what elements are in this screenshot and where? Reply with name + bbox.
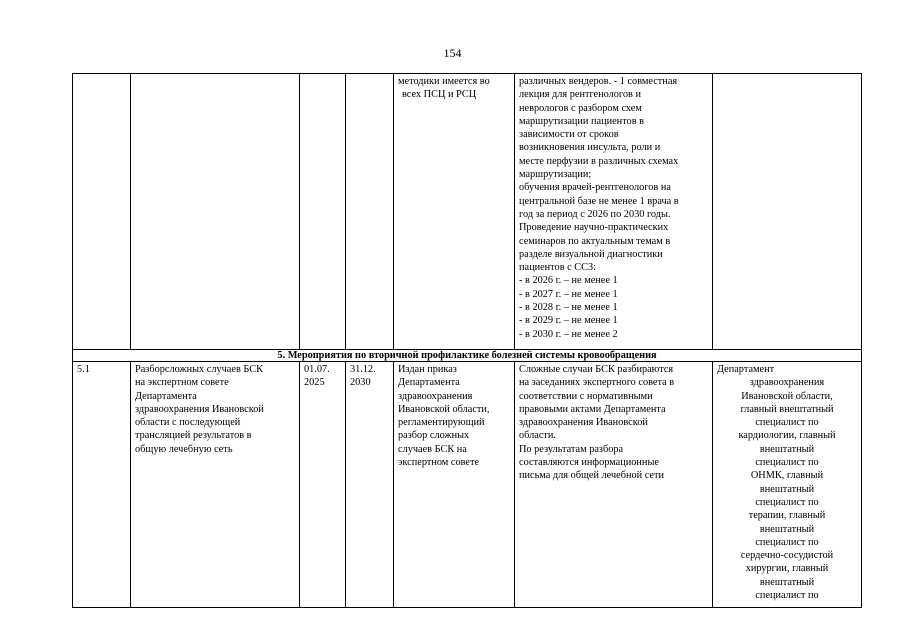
text-line: Проведение научно-практических <box>519 222 669 234</box>
text-line: на заседаниях экспертного совета в <box>519 377 675 389</box>
text-line: маршрутизации; <box>519 169 592 181</box>
text-line: Сложные случаи БСК разбираются <box>519 364 674 375</box>
section-row <box>73 350 862 362</box>
text-line: соответствии с нормативными <box>519 390 653 402</box>
text-line: месте перфузии в различных схемах <box>519 155 679 167</box>
cell-start-date <box>300 74 346 350</box>
text-line: составляются информационные <box>519 457 659 469</box>
text-line: специалист по <box>755 536 819 548</box>
text-line: внештатный <box>759 483 815 495</box>
page-number: 154 <box>443 46 462 60</box>
text-line: По результатам разбора <box>519 443 624 455</box>
text-line: сердечно-сосудистой <box>740 550 834 562</box>
text-line: неврологов с разбором схем <box>519 102 642 114</box>
cell-description <box>515 362 713 608</box>
cell-name <box>131 74 300 350</box>
text-line: случаев БСК на <box>398 443 467 455</box>
text-line: Департамент <box>717 364 775 375</box>
measures-table <box>72 73 862 608</box>
cell-responsible <box>713 74 862 350</box>
text-line: здравоохранения Ивановской <box>519 417 648 429</box>
text-line: различных вендеров. - 1 совместная <box>519 76 678 87</box>
text-line: - в 2030 г. – не менее 2 <box>519 328 618 340</box>
text-line: правовыми актами Департамента <box>519 403 666 415</box>
cell-description <box>515 74 713 350</box>
text-line: лекция для рентгенологов и <box>519 89 641 101</box>
text-line: хирургии, главный <box>745 563 829 575</box>
text-line: трансляцией результатов в <box>135 430 252 442</box>
text-line: общую лечебную сеть <box>135 443 233 455</box>
text-line: на экспертном совете <box>135 377 229 389</box>
text-line: год за период с 2026 по 2030 годы. <box>519 208 671 220</box>
text-line: Издан приказ <box>398 364 457 375</box>
text-line: здравоохранения <box>398 390 473 402</box>
text-line: специалист по <box>755 417 819 429</box>
text-line: пациентов с ССЗ: <box>519 262 597 274</box>
text-line: разбор сложных <box>398 430 470 442</box>
cell-end-date <box>346 362 394 608</box>
table-row <box>73 74 862 350</box>
text-line: маршрутизации пациентов в <box>519 115 645 127</box>
text-line: зависимости от сроков <box>519 129 619 141</box>
text-line: ОНМК, главный <box>750 470 824 482</box>
text-line: области. <box>519 430 556 442</box>
text-line: методики имеется во <box>398 76 490 87</box>
text-line: регламентирующий <box>398 417 485 429</box>
text-line: письма для общей лечебной сети <box>519 470 664 482</box>
text-line: кардиологии, главный <box>738 430 836 442</box>
text-line: 01.07. <box>304 364 330 375</box>
text-line: Ивановской области, <box>741 390 833 402</box>
text-line: всех ПСЦ и РСЦ <box>402 89 477 101</box>
text-line: 2025 <box>304 377 325 389</box>
cell-number <box>73 74 131 350</box>
table-row <box>73 362 862 608</box>
cell-result <box>394 74 515 350</box>
text-line: специалист по <box>755 496 819 508</box>
text-line: семинаров по актуальным темам в <box>519 235 671 247</box>
text-line: Разборсложных случаев БСК <box>135 364 263 375</box>
text-line: Департамента <box>135 390 197 402</box>
text-line: экспертном совете <box>398 457 480 469</box>
cell-number: 5.1 <box>73 362 131 608</box>
text-line: - в 2028 г. – не менее 1 <box>519 302 618 314</box>
text-line: терапии, главный <box>748 510 826 522</box>
cell-start-date <box>300 362 346 608</box>
text-line: главный внештатный <box>740 403 834 415</box>
cell-responsible <box>713 362 862 608</box>
text-line: внештатный <box>759 523 815 535</box>
text-line: специалист по <box>755 457 819 469</box>
text-line: Ивановской области, <box>398 403 490 415</box>
text-line: обучения врачей-рентгенологов на <box>519 182 671 194</box>
text-line: возникновения инсульта, роли и <box>519 142 661 154</box>
text-line: центральной базе не менее 1 врача в <box>519 195 679 207</box>
text-line: 31.12. <box>350 364 376 375</box>
cell-end-date <box>346 74 394 350</box>
text-line: специалист по <box>755 590 819 602</box>
text-line: здравоохранения Ивановской <box>135 403 264 415</box>
text-line: - в 2027 г. – не менее 1 <box>519 288 618 300</box>
text-line: разделе визуальной диагностики <box>519 248 663 260</box>
cell-name <box>131 362 300 608</box>
text-line: области с последующей <box>135 417 241 429</box>
text-line: внештатный <box>759 443 815 455</box>
text-line: - в 2026 г. – не менее 1 <box>519 275 618 287</box>
text-line: 2030 <box>350 377 371 389</box>
text-line: внештатный <box>759 576 815 588</box>
text-line: Департамента <box>398 377 460 389</box>
text-line: - в 2029 г. – не менее 1 <box>519 315 618 327</box>
cell-result <box>394 362 515 608</box>
text-line: здравоохранения <box>749 377 825 389</box>
section-heading: 5. Мероприятия по вторичной профилактике болезней системы кровообращения <box>73 350 862 362</box>
